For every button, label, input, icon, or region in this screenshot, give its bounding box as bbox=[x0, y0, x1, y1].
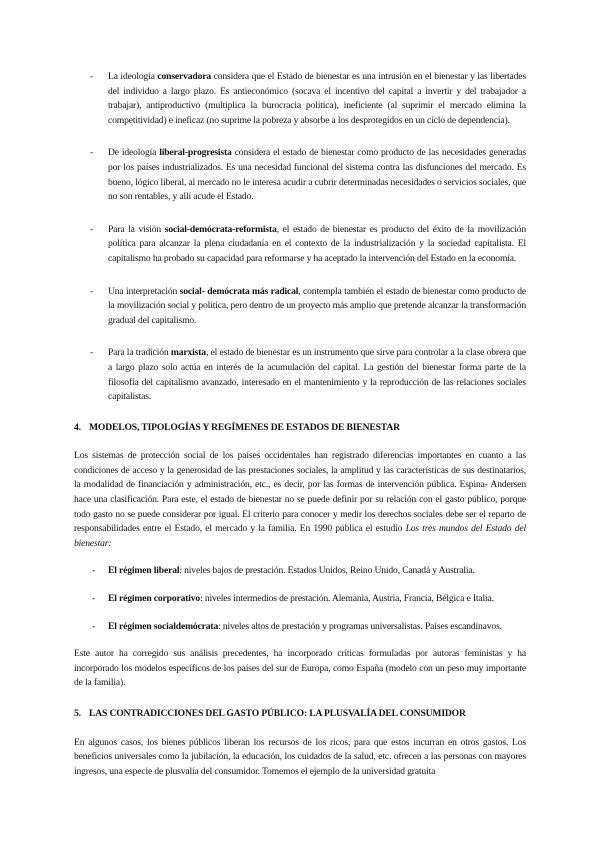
term-bold: social- demócrata más radical bbox=[179, 285, 299, 297]
bullet-marker: - bbox=[90, 223, 94, 235]
section-4-heading bbox=[74, 421, 526, 436]
list-item-text: La ideología conservadora considera que el Estado de bienestar es una intrusión en el bienestar y las libertades del individuo a largo plazo. Es antieconómico (socava el incentivo del capital a invertir y del trabajador a trabajar), antiproductivo (multiplica la burocracia política), ineficiente (al suprimir el mercado elimina la competitividad) e ineficaz (no suprime la pobreza y absorbe a los desprotegidos en un ciclo de dependencia). bbox=[108, 71, 526, 126]
page-content bbox=[74, 70, 526, 779]
section-title: MODELOS, TIPOLOGÍAS Y REGÍMENES DE ESTADOS DE BIENESTAR bbox=[89, 421, 400, 433]
section-number: 5. bbox=[74, 708, 81, 719]
regime-name: El régimen liberal bbox=[108, 565, 180, 577]
bullet-marker: - bbox=[90, 147, 94, 159]
bullet-marker: - bbox=[90, 347, 94, 359]
list-item-text: Para la tradición marxista, el estado de bienestar es un instrumento que sirve para controlar a la clase obrera que a largo plazo solo actúa en interés de la acumulación del capital. La gestión del bienestar forma parte de la filosofía del capitalismo avanzado, interesado en el mantenimiento y la reproducción de las relaciones sociales capitalistas. bbox=[108, 347, 526, 403]
section-number: 4. bbox=[74, 421, 81, 433]
list-item bbox=[74, 592, 526, 607]
regime-name: El régimen socialdemócrata bbox=[108, 620, 219, 632]
section-4-intro: Los sistemas de protección social de los países occidentales han registrado diferencias importantes en cuanto a las condiciones de acceso y la generosidad de las prestaciones sociales, la amplitud y las características de sus destinatarios, la modalidad de financiación y administración, etc., es decir, por las formas de intervención pública. Espina- Andersen hace una clasificación. Para este, el estado de bienestar no se puede definir por su relación con el gasto público, porque todo gasto no se puede considerar por igual. El criterio para conocer y medir los derechos sociales debe ser el reparto de responsabilidades entre el Estado, el mercado y la familia. En 1990 pública el estudio Los tres mundos del Estado del bienestar: bbox=[74, 450, 526, 549]
term-bold: social-demócrata-reformista bbox=[164, 223, 277, 235]
list-item-text: El régimen corporativo: niveles intermedios de prestación. Alemania, Austria, Francia, Bélgica e Italia. bbox=[108, 593, 494, 605]
section-5-heading bbox=[74, 707, 526, 722]
book-title: Los tres mundos del Estado del bienestar: bbox=[74, 523, 526, 549]
list-item bbox=[74, 285, 526, 329]
list-item-text: De ideología liberal-progresista considera el estado de bienestar como producto de las necesidades generadas por los países industrializados. Es una necesidad funcional del sistema contra las disfunciones del mercado. Es bueno, lógico liberal, al mercado no le interesa acudir a cubrir determinadas necesidades o servicios sociales, que no son rentables, y allí acude el Estado. bbox=[108, 147, 526, 203]
term-bold: conservadora bbox=[157, 71, 212, 82]
bullet-marker: - bbox=[90, 285, 94, 297]
section-4-closing: Este autor ha corregido sus análisis precedentes, ha incorporado críticas formuladas por autoras feministas y ha incorporado los modelos específicos de los países del sur de Europa, como España (modelo con un peso muy importante de la familia). bbox=[74, 648, 526, 689]
list-item bbox=[74, 346, 526, 404]
bullet-marker: - bbox=[90, 71, 94, 82]
regime-list bbox=[74, 564, 526, 634]
list-item-text: El régimen liberal: niveles bajos de prestación. Estados Unidos, Reino Unido, Canadá y Australia. bbox=[108, 565, 475, 577]
list-item bbox=[74, 223, 526, 267]
list-item-text: El régimen socialdemócrata: niveles altos de prestación y programas universalistas. Países escandinavos. bbox=[108, 620, 502, 632]
regime-name: El régimen corporativo bbox=[108, 593, 201, 605]
section-5-text: En algunos casos, los bienes públicos liberan los recursos de los ricos, para que estos incurran en otros gastos. Los beneficios universales como la jubilación, la educación, los cuidados de la salud, etc. ofrecen a las personas con mayores ingresos, una especie de plusvalía del consumidor. Tomemos el ejemplo de la universidad gratuita bbox=[74, 736, 526, 777]
bullet-marker: - bbox=[92, 593, 96, 605]
term-bold: marxista bbox=[170, 347, 206, 359]
section-title: LAS CONTRADICCIONES DEL GASTO PÚBLICO: LA PLUSVALÍA DEL CONSUMIDOR bbox=[89, 708, 466, 719]
list-item bbox=[74, 70, 526, 128]
bullet-marker: - bbox=[92, 620, 96, 632]
term-bold: liberal-progresista bbox=[159, 147, 232, 159]
list-item bbox=[74, 620, 526, 635]
bullet-marker: - bbox=[92, 565, 96, 577]
list-item-text: Para la visión social-demócrata-reformista, el estado de bienestar es producto del éxito de la movilización política para alcanzar la plena ciudadanía en el contexto de la industrialización y la sociedad capitalista. El capitalismo ha probado su capacidad para reformarse y ha aceptado la intervención del Estado en la economía. bbox=[108, 223, 526, 264]
list-item bbox=[74, 146, 526, 204]
list-item-text: Una interpretación social- demócrata más radical, contempla también el estado de bienestar como producto de la movilización social y política, pero dentro de un proyecto más amplio que pretende alcanzar la transformación gradual del capitalismo. bbox=[108, 285, 526, 326]
ideology-list bbox=[74, 70, 526, 405]
list-item bbox=[74, 564, 526, 579]
